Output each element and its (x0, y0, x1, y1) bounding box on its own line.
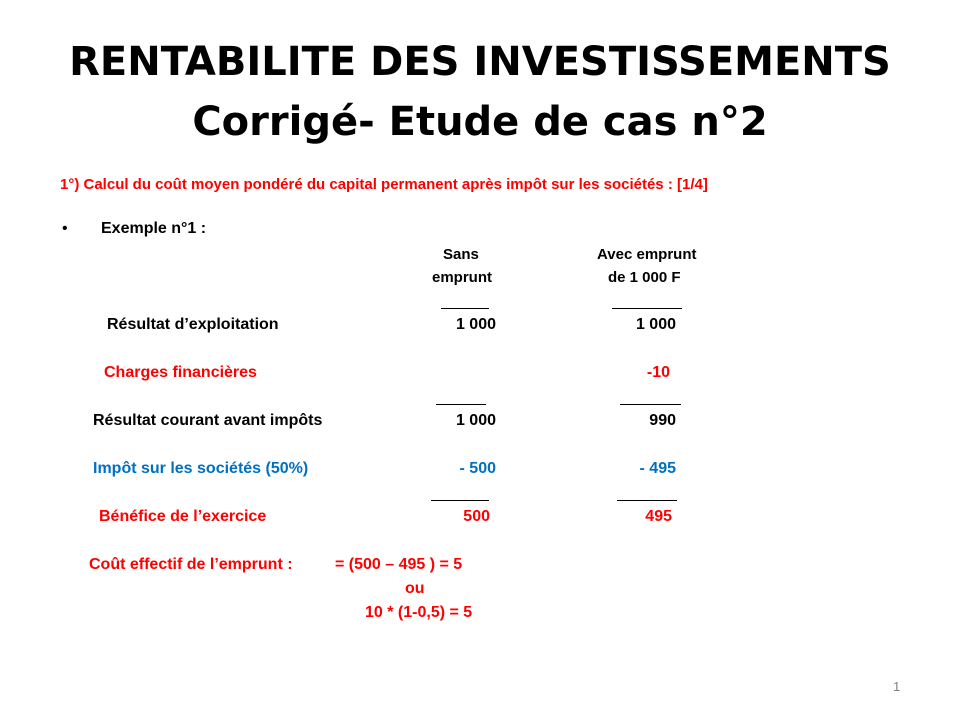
row-value-col2: 1 000 (635, 316, 676, 333)
col2-header-line2: de 1 000 F (608, 269, 681, 286)
row4-rule-col1 (431, 500, 489, 501)
example-label: Exemple n°1 : (101, 220, 207, 237)
col1-header-line2: emprunt (432, 269, 492, 286)
slide-title-line1: RENTABILITE DES INVESTISSEMENTS (69, 39, 891, 85)
row-value-col1: - 500 (459, 460, 496, 477)
row-label-benefice-exercice: Bénéfice de l’exercice (99, 508, 267, 525)
row-value-col2: 495 (645, 508, 672, 525)
row-value-col2: 990 (649, 412, 676, 429)
row-value-col1: 500 (463, 508, 490, 525)
cost-formula-2: 10 * (1-0,5) = 5 (365, 604, 473, 621)
section-subtitle: 1°) Calcul du coût moyen pondéré du capital permanent après impôt sur les sociétés : [1/4] (60, 176, 708, 193)
col2-header-rule (612, 308, 682, 309)
col1-header-rule (441, 308, 489, 309)
slide-title-line2: Corrigé- Etude de cas n°2 (192, 99, 768, 145)
row-label-charges-financieres: Charges financières (104, 364, 257, 381)
page-number: 1 (893, 679, 901, 694)
row-value-col2: - 495 (639, 460, 676, 477)
row-value-col1: 1 000 (455, 316, 496, 333)
cost-formula-1: = (500 – 495 ) = 5 (335, 556, 463, 573)
row-value-col1: 1 000 (455, 412, 496, 429)
cost-label: Coût effectif de l’emprunt : (89, 556, 293, 573)
row2-rule-col1 (436, 404, 486, 405)
row-label-resultat-courant: Résultat courant avant impôts (93, 412, 323, 429)
bullet-icon: • (62, 220, 68, 237)
row4-rule-col2 (617, 500, 677, 501)
row-label-impot-societes: Impôt sur les sociétés (50%) (93, 460, 309, 477)
row2-rule-col2 (620, 404, 681, 405)
row-label-resultat-exploitation: Résultat d’exploitation (107, 316, 279, 333)
col1-header-line1: Sans (443, 246, 479, 263)
cost-or: ou (405, 580, 425, 597)
row-value-col2: -10 (646, 364, 670, 381)
col2-header-line1: Avec emprunt (597, 246, 697, 263)
